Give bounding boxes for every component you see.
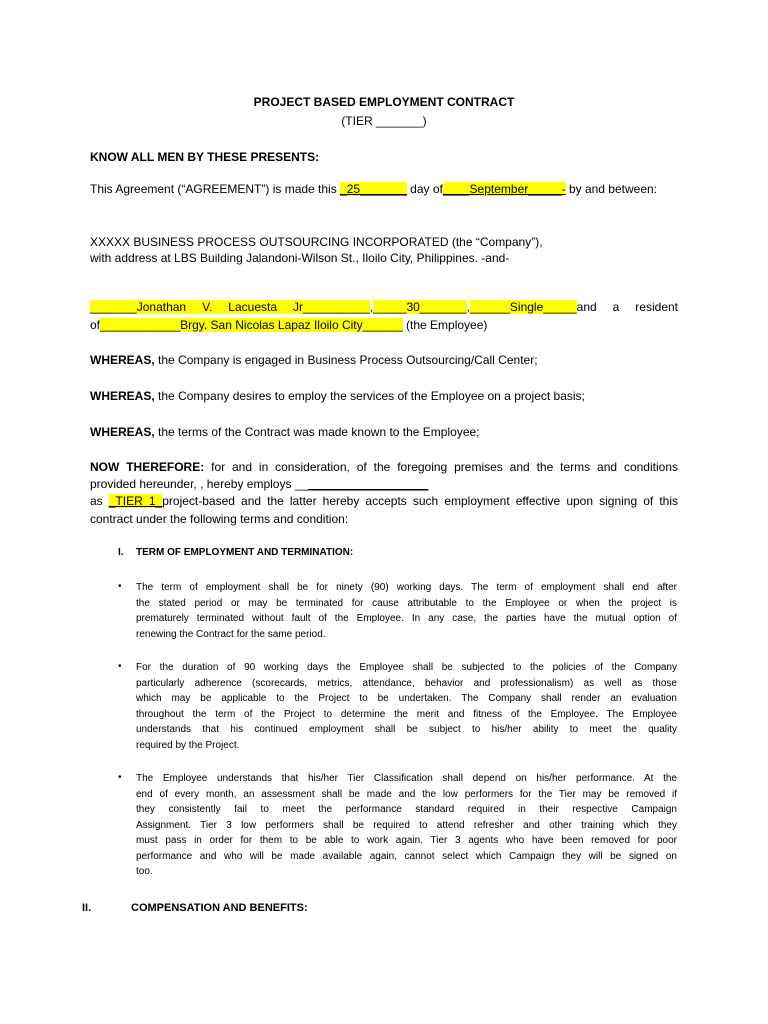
agreement-prefix: This Agreement (“AGREEMENT”) is made this	[90, 182, 341, 196]
paragraph-line: end of every month, an assessment shall be made and the low performers for the Tier may be removed if	[136, 788, 677, 800]
paragraph-line: performance and who will be made available again, cannot select which Campaign they will be signed on	[136, 850, 677, 862]
whereas-text: the Company desires to employ the services of the Employee on a project basis;	[154, 389, 585, 403]
agreement-line	[90, 182, 657, 196]
employee-name-field: _______Jonathan V. Lacuesta Jr__________	[90, 300, 370, 314]
section-2-heading: COMPENSATION AND BENEFITS:	[131, 902, 308, 914]
company-line-2: with address at LBS Building Jalandoni-Wilson St., Iloilo City, Philippines. -and-	[90, 251, 510, 265]
bullet-icon: •	[118, 661, 122, 672]
now-therefore-text: for and in consideration, of the foregoing premises and the terms and conditions	[204, 460, 678, 474]
company-line-1: XXXXX BUSINESS PROCESS OUTSOURCING INCORPORATED (the “Company”),	[90, 235, 543, 249]
now-therefore-employs: provided hereunder, , hereby employs __	[90, 477, 309, 491]
document-title: PROJECT BASED EMPLOYMENT CONTRACT	[253, 95, 515, 109]
paragraph-line: required by the Project.	[136, 739, 240, 751]
bullet-icon: •	[118, 581, 122, 592]
whereas-lead: WHEREAS,	[90, 353, 155, 367]
now-therefore-lead: NOW THEREFORE:	[90, 460, 205, 474]
term-bullet-1	[136, 580, 677, 642]
tier-line: (TIER _______)	[341, 114, 427, 128]
now-therefore-line-1	[90, 460, 678, 474]
now-therefore-line-2	[90, 477, 428, 491]
paragraph-line: particularly adherence (scorecards, metrics, attendance, behavior and professionalism) as well as those	[136, 677, 677, 689]
paragraph-line: understands that his continued employment shall be subject to his/her ability to meet the quality	[136, 724, 677, 735]
paragraph-line: The term of employment shall be for ninety (90) working days. The term of employment shall end after	[136, 582, 677, 593]
section-1-heading: TERM OF EMPLOYMENT AND TERMINATION:	[136, 547, 354, 558]
term-bullet-3	[136, 771, 677, 880]
now-therefore-line-4: contract under the following terms and condition:	[90, 512, 349, 526]
agreement-suffix: by and between:	[565, 182, 658, 196]
paragraph-line: The Employee understands that his/her Tier Classification shall depend on his/her performance. At the	[136, 773, 677, 784]
employee-age-field: _____30_______	[373, 300, 467, 314]
whereas-lead: WHEREAS,	[90, 389, 155, 403]
now-therefore-employer-blank: __________________	[308, 477, 429, 491]
paragraph-line: the stated period or may be terminated for cause attributable to the Employee or when the project is	[136, 597, 677, 609]
whereas-lead: WHEREAS,	[90, 425, 155, 439]
agreement-day-field: _25_______	[340, 182, 407, 196]
employee-address-field: ____________Brgy. San Nicolas Lapaz Iloilo City______	[100, 318, 403, 332]
paragraph-line: For the duration of 90 working days the Employee shall be subjected to the policies of the Company	[136, 662, 677, 673]
term-bullet-2	[136, 660, 677, 753]
employee-of-suffix: (the Employee)	[402, 318, 488, 332]
paragraph-line: which may be applicable to the Project to be undertaken. The Company shall render an evaluation	[136, 693, 677, 704]
employee-and-resident: and a resident	[576, 300, 678, 314]
paragraph-line: too.	[136, 866, 153, 877]
paragraph-line: throughout the term of the Project to determine the merit and fitness of the Employee. The Employee	[136, 708, 677, 720]
whereas-clause-3	[90, 425, 480, 439]
agreement-month-field: ____September_____-	[442, 182, 566, 196]
know-all-men-heading: KNOW ALL MEN BY THESE PRESENTS:	[90, 150, 320, 164]
now-therefore-rest: project-based and the latter hereby accepts such employment effective upon signing of this	[162, 494, 678, 508]
employee-of-prefix: of	[90, 318, 101, 332]
paragraph-line: they consistently fail to meet the performance standard required in their respective Campaign	[136, 804, 677, 815]
employee-status-field: ______Single_____	[469, 300, 577, 314]
section-1-number: I.	[118, 547, 124, 558]
paragraph-line: prematurely terminated without fault of the Employee. In any case, the parties have the mutual option of	[136, 613, 677, 624]
whereas-text: the Company is engaged in Business Process Outsourcing/Call Center;	[154, 353, 538, 367]
now-therefore-line-3	[90, 494, 678, 508]
whereas-clause-2	[90, 389, 585, 403]
agreement-day-of: day of	[406, 182, 443, 196]
tier-field: _TIER 1_	[108, 494, 163, 508]
paragraph-line: must pass in order for them to be able to work again. Tier 3 agents who have been removed for poor	[136, 835, 677, 846]
employee-sep-2: ,	[466, 300, 470, 314]
bullet-icon: •	[118, 772, 122, 783]
whereas-text: the terms of the Contract was made known to the Employee;	[154, 425, 480, 439]
employee-line-1	[90, 300, 678, 314]
paragraph-line: renewing the Contract for the same period.	[136, 628, 326, 640]
employee-line-2	[90, 318, 487, 332]
paragraph-line: Assignment. Tier 3 low performers shall be required to attend refresher and other training which they	[136, 819, 677, 831]
whereas-clause-1	[90, 353, 538, 367]
employee-sep-1: ,	[369, 300, 374, 314]
now-therefore-as: as	[90, 494, 109, 508]
section-2-number: II.	[82, 902, 92, 914]
